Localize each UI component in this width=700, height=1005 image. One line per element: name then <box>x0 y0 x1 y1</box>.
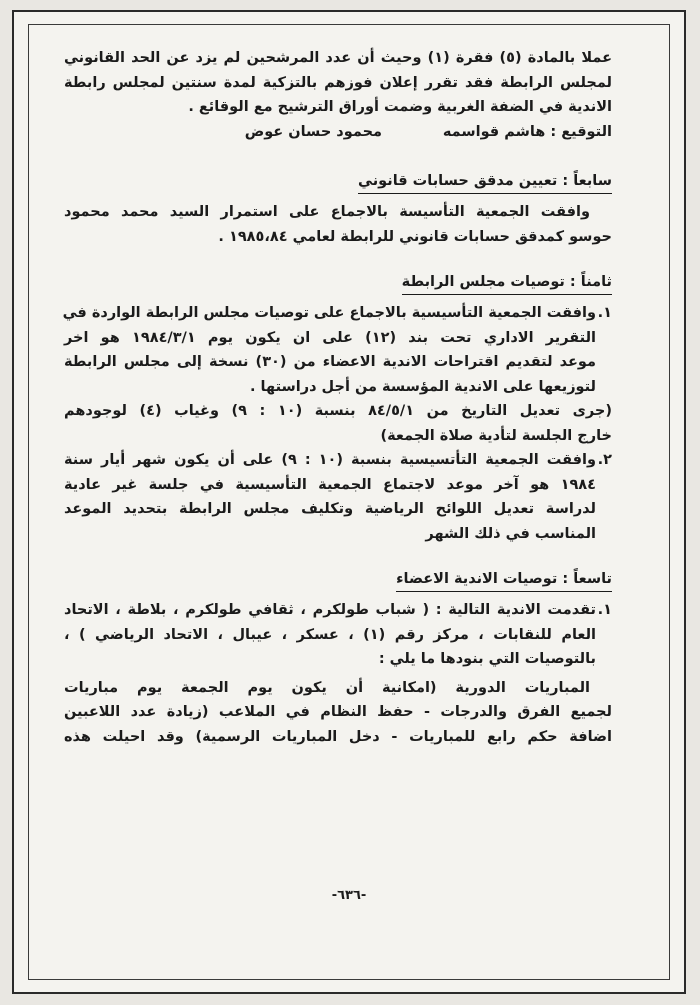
section-member-clubs-recommendations <box>64 568 612 749</box>
signature-label: التوقيع : هاشم قواسمه <box>442 123 612 140</box>
text-line: التقرير الاداري تحت بند (١٢) على ان يكون يوم ١٩٨٤/٣/١ هو اخر <box>64 329 597 346</box>
text-line: المباريات الدورية (امكانية أن يكون يوم الجمعة يوم مباريات <box>64 679 590 696</box>
list-item <box>64 598 612 623</box>
section-heading: ثامناً : توصيات مجلس الرابطة <box>402 271 612 295</box>
text-line: الاندية في الضفة الغربية وضمت أوراق الترشيح مع الوقائع . <box>188 99 612 115</box>
text-line: خارج الجلسة لتأدية صلاة الجمعة) <box>380 427 612 444</box>
list-number: ٢. <box>597 452 612 468</box>
text-line: اضافة حكم رابع للمباريات - دخل المباريات الرسمية) وقد احيلت هذه <box>64 728 612 745</box>
document-page <box>12 10 686 994</box>
text-line: وافقت الجمعية التأسيسة بالاجماع على استمرار السيد محمد محمود <box>64 204 590 220</box>
text-line: موعد لتقديم اقتراحات الاندية الاعضاء من (٣٠) نسخة إلى مجلس الرابطة <box>64 354 596 370</box>
list-item <box>64 301 612 326</box>
list-item <box>64 448 612 473</box>
text-line: لجميع الفرق والدرجات - حفظ النظام في الملاعب (زيادة عدد اللاعبين <box>64 704 612 720</box>
page-content <box>64 46 612 749</box>
text-line: بالتوصيات التي بنودها ما يلي : <box>378 651 596 667</box>
text-line: ١٩٨٤ هو آخر موعد لاجتماع الجمعية التأسيسية في جلسة غير عادية <box>64 476 596 493</box>
text-line: حوسو كمدقق حسابات قانوني للرابطة لعامي ١٩٨٥،٨٤ . <box>218 228 612 245</box>
list-number: ١. <box>597 602 612 618</box>
text-line: (جرى تعديل التاريخ من ٨٤/٥/١ بنسبة (١٠ : ٩) وغياب (٤) لوجودهم <box>64 403 613 419</box>
text-line: لتوزيعها على الاندية المؤسسة من أجل دراستها . <box>250 378 596 395</box>
text-line: لدراسة تعديل اللوائح الرياضية وتكليف مجلس الرابطة بتحديد الموعد <box>64 501 596 517</box>
page-number: -٦٣٦- <box>331 888 367 903</box>
section-council-recommendations <box>64 271 612 546</box>
section-heading: سابعاً : تعيين مدقق حسابات قانوني <box>358 170 612 194</box>
text-line: المناسب في ذلك الشهر <box>425 525 596 542</box>
text-line: لمجلس الرابطة فقد تقرر إعلان فوزهم بالتزكية لمدة سنتين لمجلس رابطة <box>64 74 612 91</box>
list-number: ١. <box>597 305 612 321</box>
signature-name: محمود حسان عوض <box>244 123 382 140</box>
section-heading: تاسعاً : توصيات الاندية الاعضاء <box>396 568 612 592</box>
section-auditor <box>64 170 612 249</box>
item-text: وافقت الجمعية التأسيسية بالاجماع على توصيات مجلس الرابطة الواردة في <box>62 305 596 321</box>
signature-line <box>64 120 612 145</box>
item-text: وافقت الجمعية التأتسيسية بنسبة (١٠ : ٩) على أن يكون شهر أيار سنة <box>64 452 596 468</box>
text-line: العام للنقابات ، مركز رقم (١) ، عسكر ، عيبال ، الاتحاد الرياضي ) ، <box>64 626 596 643</box>
text-line: عملا بالمادة (٥) فقرة (١) وحيث أن عدد المرشحين لم يزد عن الحد القانوني <box>64 50 612 66</box>
intro-paragraph <box>64 46 612 144</box>
item-text: تقدمت الاندية التالية : ( شباب طولكرم ، ثقافي طولكرم ، بلاطة ، الاتحاد <box>64 602 596 618</box>
